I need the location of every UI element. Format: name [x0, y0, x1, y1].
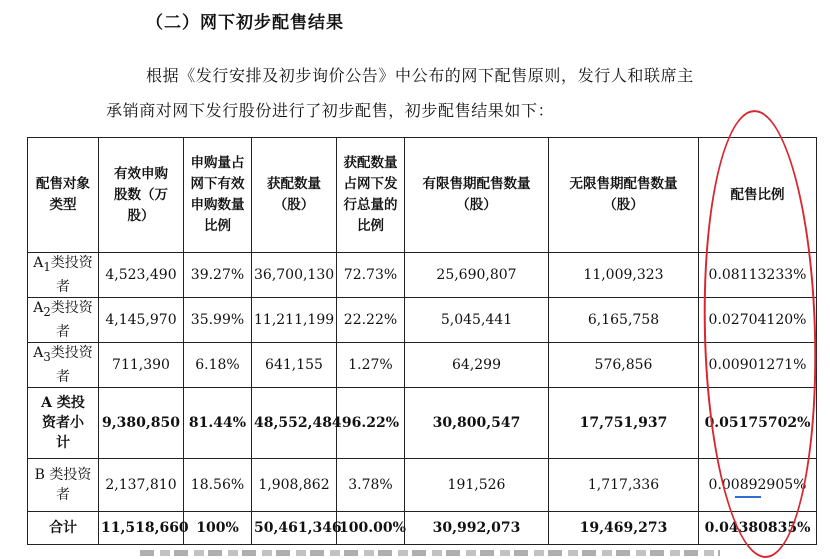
cell-unrestricted-shares: 17,751,937 [549, 388, 699, 459]
row-label: A 类投资者小计 [28, 388, 99, 459]
cell-allocation-rate: 0.04380835% [699, 512, 817, 545]
cell-unrestricted-shares: 19,469,273 [549, 512, 699, 545]
row-label: $A_1$类投资者 [28, 253, 99, 298]
header-allocation-share-ratio: 获配数量占网下发行总量的比例 [337, 138, 405, 253]
cell-subscription-ratio: 100% [184, 512, 252, 545]
table-row [28, 459, 817, 512]
row-label: B 类投资者 [28, 459, 99, 512]
table-row [28, 253, 817, 298]
cell-restricted-shares: 30,800,547 [405, 388, 549, 459]
cell-allocated-shares: 36,700,130 [252, 253, 337, 298]
header-subscription-ratio: 申购量占网下有效申购数量比例 [184, 138, 252, 253]
row-label: 合计 [28, 512, 99, 545]
cell-subscription-ratio: 81.44% [184, 388, 252, 459]
cell-valid-subscription: 4,523,490 [99, 253, 184, 298]
cell-allocation-share-ratio: 22.22% [337, 298, 405, 343]
paragraph-line-1: 根据《发行安排及初步询价公告》中公布的网下配售原则，发行人和联席主 [146, 66, 694, 85]
cell-restricted-shares: 25,690,807 [405, 253, 549, 298]
cell-allocation-rate: 0.05175702% [699, 388, 817, 459]
table-row-total [28, 512, 817, 545]
cell-unrestricted-shares: 6,165,758 [549, 298, 699, 343]
cell-allocated-shares: 11,211,199 [252, 298, 337, 343]
cell-restricted-shares: 191,526 [405, 459, 549, 512]
cell-restricted-shares: 64,299 [405, 343, 549, 388]
table-header-row [28, 138, 817, 253]
cell-valid-subscription: 711,390 [99, 343, 184, 388]
cell-subscription-ratio: 39.27% [184, 253, 252, 298]
cell-allocated-shares: 48,552,484 [252, 388, 337, 459]
cell-valid-subscription: 4,145,970 [99, 298, 184, 343]
cell-restricted-shares: 30,992,073 [405, 512, 549, 545]
header-allocated-shares: 获配数量（股） [252, 138, 337, 253]
cell-allocation-rate: 0.00901271% [699, 343, 817, 388]
table-row [28, 298, 817, 343]
cell-allocated-shares: 50,461,346 [252, 512, 337, 545]
cell-subscription-ratio: 6.18% [184, 343, 252, 388]
cell-allocation-rate: 0.00892905% [699, 459, 817, 512]
section-heading: （二）网下初步配售结果 [146, 13, 344, 33]
header-valid-subscription: 有效申购股数（万股） [99, 138, 184, 253]
cell-allocation-share-ratio: 3.78% [337, 459, 405, 512]
cell-restricted-shares: 5,045,441 [405, 298, 549, 343]
cell-subscription-ratio: 35.99% [184, 298, 252, 343]
cell-allocated-shares: 1,908,862 [252, 459, 337, 512]
header-restricted-shares: 有限售期配售数量（股） [405, 138, 549, 253]
cell-allocation-share-ratio: 72.73% [337, 253, 405, 298]
header-allocation-rate: 配售比例 [699, 138, 817, 253]
cell-allocation-share-ratio: 100.00% [337, 512, 405, 545]
cell-allocated-shares: 641,155 [252, 343, 337, 388]
cell-unrestricted-shares: 576,856 [549, 343, 699, 388]
cropped-text-strip [140, 550, 720, 556]
cell-allocation-rate: 0.08113233% [699, 253, 817, 298]
row-label: $A_2$类投资者 [28, 298, 99, 343]
allocation-table [27, 137, 817, 545]
cell-valid-subscription: 2,137,810 [99, 459, 184, 512]
cell-allocation-share-ratio: 96.22% [337, 388, 405, 459]
row-label: $A_3$类投资者 [28, 343, 99, 388]
cell-subscription-ratio: 18.56% [184, 459, 252, 512]
table-row-subtotal [28, 388, 817, 459]
header-unrestricted-shares: 无限售期配售数量（股） [549, 138, 699, 253]
paragraph-line-2: 承销商对网下发行股份进行了初步配售，初步配售结果如下： [106, 101, 555, 120]
blue-underline-mark [735, 496, 761, 498]
cell-valid-subscription: 9,380,850 [99, 388, 184, 459]
cell-valid-subscription: 11,518,660 [99, 512, 184, 545]
cell-unrestricted-shares: 11,009,323 [549, 253, 699, 298]
cell-unrestricted-shares: 1,717,336 [549, 459, 699, 512]
cell-allocation-rate: 0.02704120% [699, 298, 817, 343]
cell-allocation-share-ratio: 1.27% [337, 343, 405, 388]
table-row [28, 343, 817, 388]
header-investor-type: 配售对象类型 [28, 138, 99, 253]
